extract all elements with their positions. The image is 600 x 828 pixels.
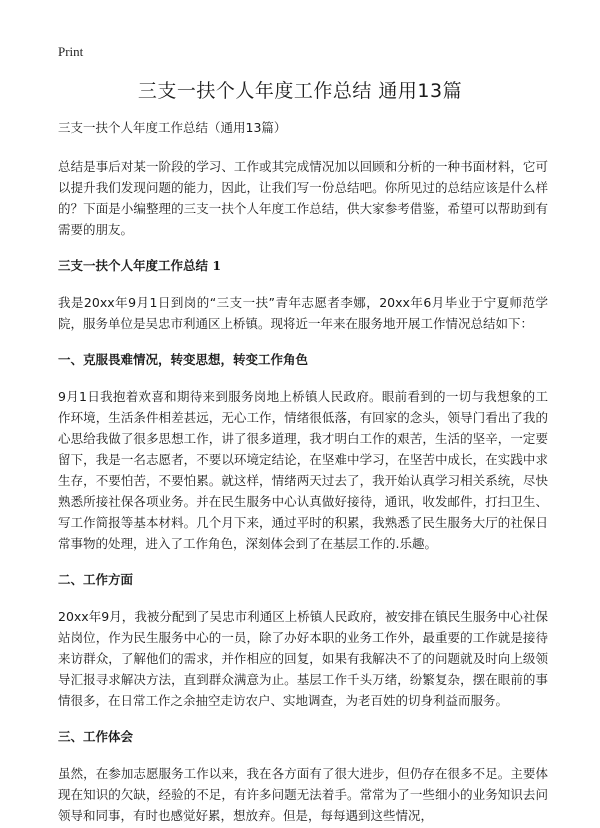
intro-paragraph: 总结是事后对某一阶段的学习、工作或其完成情况加以回顾和分析的一种书面材料，它可以提升我们发现问题的能力，因此，让我们写一份总结吧。你所见过的总结应该是什么样的？下面是小编整理的三支一扶个人年度工作总结，供大家参考借鉴，希望可以帮助到有需要的朋友。 [58,159,548,237]
heading-3: 三、工作体会 [58,729,134,744]
paragraph-2: 9月1日我抱着欢喜和期待来到服务岗地上桥镇人民政府。眼前看到的一切与我想象的工作环境，生活条件相差甚远，无心工作，情绪很低落，有回家的念头，领导门看出了我的心思给我做了很多思想工作，讲了很多道理，我才明白工作的艰苦，生活的坚辛，一定要留下，我是一名志愿者，不要以环境定结论，在坚难中学习，在坚苦中成长，在实践中求生存，不要怕苦，不要怕累。就这样，情绪两天过去了，我开始认真学习相关系统，尽快熟悉所接社保各项业务。并在民生服务中心认真做好接待，通讯，收发邮件，打扫卫生、写工作简报等基本材料。几个月下来，通过平时的积累，我熟悉了民生服务大厅的社保日常事物的处理，进入了工作角色，深刻体会到了在基层工作的.乐趣。 [58,389,548,551]
paragraph-3: 20xx年9月，我被分配到了吴忠市利通区上桥镇人民政府，被安排在镇民生服务中心社保站岗位，作为民生服务中心的一员，除了办好本职的业务工作外，最重要的工作就是接待来访群众，了解他们的需求，并作相应的回复，如果有我解决不了的问题就及时向上级领导汇报寻求解决方法，直到群众满意为止。基层工作千头万绪，纷繁复杂，摆在眼前的事情很多，在日常工作之余抽空走访农户、实地调查，为老百姓的切身利益而服务。 [58,609,548,708]
heading-2: 二、工作方面 [58,572,134,587]
paragraph-4: 虽然，在参加志愿服务工作以来，我在各方面有了很大进步，但仍存在很多不足。主要体现在知识的欠缺，经验的不足，有许多问题无法着手。常常为了一些细小的业务知识去问领导和同事，有时也感觉好累，想放弃。但是，每每遇到这些情况， [58,766,548,823]
paragraph-1: 我是20xx年9月1日到岗的“三支一扶”青年志愿者李娜，20xx年6月毕业于宁夏师范学院，服务单位是吴忠市利通区上桥镇。现将近一年来在服务地开展工作情况总结如下： [58,295,548,331]
print-link[interactable]: Print [58,44,84,59]
document-title: 三支一扶个人年度工作总结 通用13篇 [137,80,463,102]
section-heading: 三支一扶个人年度工作总结 1 [58,258,222,273]
document-body [58,118,548,828]
heading-1: 一、克服畏难情况，转变思想，转变工作角色 [58,352,309,367]
document-subtitle: 三支一扶个人年度工作总结（通用13篇） [58,120,287,135]
